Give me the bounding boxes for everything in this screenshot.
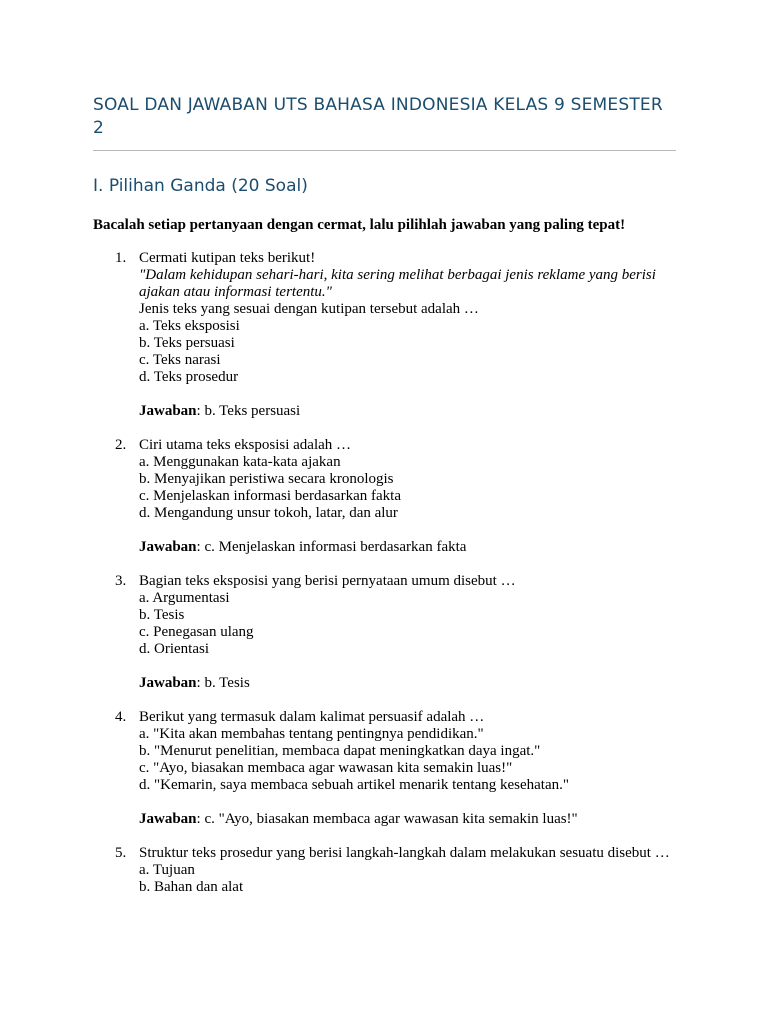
option-d: d. "Kemarin, saya membaca sebuah artikel menarik tentang kesehatan." <box>139 777 569 793</box>
section-title: I. Pilihan Ganda (20 Soal) <box>93 176 308 196</box>
question-number: 5. <box>115 845 127 861</box>
option-c: c. Penegasan ulang <box>139 624 254 640</box>
option-a: a. Menggunakan kata-kata ajakan <box>139 454 341 470</box>
question-item-4 <box>93 709 676 828</box>
question-stem: Jenis teks yang sesuai dengan kutipan tersebut adalah … <box>139 301 479 317</box>
option-d: d. Mengandung unsur tokoh, latar, dan alur <box>139 505 398 521</box>
answer-line <box>139 403 676 420</box>
question-stem: Ciri utama teks eksposisi adalah … <box>139 437 352 453</box>
option-a: a. Tujuan <box>139 862 195 878</box>
question-stem: Berikut yang termasuk dalam kalimat persuasif adalah … <box>139 709 485 725</box>
option-d: d. Teks prosedur <box>139 369 239 385</box>
question-item-5 <box>93 845 676 896</box>
answer-label: Jawaban <box>139 403 197 419</box>
answer-line <box>139 811 676 828</box>
question-stem: Bagian teks eksposisi yang berisi pernyataan umum disebut … <box>139 573 516 589</box>
instruction-text: Bacalah setiap pertanyaan dengan cermat, lalu pilihlah jawaban yang paling tepat! <box>93 217 626 233</box>
option-b: b. Tesis <box>139 607 185 623</box>
answer-text: : c. Menjelaskan informasi berdasarkan fakta <box>196 539 467 555</box>
option-b: b. Menyajikan peristiwa secara kronologis <box>139 471 394 487</box>
option-b: b. Teks persuasi <box>139 335 235 351</box>
question-intro: Cermati kutipan teks berikut! <box>139 250 316 266</box>
option-b: b. "Menurut penelitian, membaca dapat meningkatkan daya ingat." <box>139 743 541 759</box>
option-c: c. Teks narasi <box>139 352 221 368</box>
option-c: c. "Ayo, biasakan membaca agar wawasan kita semakin luas!" <box>139 760 513 776</box>
answer-text: : b. Tesis <box>196 675 250 691</box>
answer-line <box>139 539 676 556</box>
option-a: a. Argumentasi <box>139 590 230 606</box>
question-number: 2. <box>115 437 127 453</box>
document-title: SOAL DAN JAWABAN UTS BAHASA INDONESIA KELAS 9 SEMESTER 2 <box>93 95 663 138</box>
answer-text: : c. "Ayo, biasakan membaca agar wawasan kita semakin luas!" <box>196 811 578 827</box>
question-stem: Struktur teks prosedur yang berisi langkah-langkah dalam melakukan sesuatu disebut … <box>139 845 670 861</box>
option-b: b. Bahan dan alat <box>139 879 244 895</box>
answer-text: : b. Teks persuasi <box>196 403 301 419</box>
question-item-1 <box>93 250 676 420</box>
answer-line <box>139 675 676 692</box>
question-item-3 <box>93 573 676 692</box>
answer-label: Jawaban <box>139 675 197 691</box>
answer-label: Jawaban <box>139 539 197 555</box>
question-number: 1. <box>115 250 127 266</box>
option-a: a. Teks eksposisi <box>139 318 240 334</box>
title-divider <box>93 150 676 151</box>
option-c: c. Menjelaskan informasi berdasarkan fakta <box>139 488 401 504</box>
question-number: 3. <box>115 573 127 589</box>
answer-label: Jawaban <box>139 811 197 827</box>
option-d: d. Orientasi <box>139 641 209 657</box>
question-item-2 <box>93 437 676 556</box>
question-list <box>93 250 676 913</box>
option-a: a. "Kita akan membahas tentang pentingnya pendidikan." <box>139 726 484 742</box>
question-number: 4. <box>115 709 127 725</box>
question-quote: "Dalam kehidupan sehari-hari, kita sering melihat berbagai jenis reklame yang berisi ajakan atau informasi tertentu." <box>139 267 656 300</box>
